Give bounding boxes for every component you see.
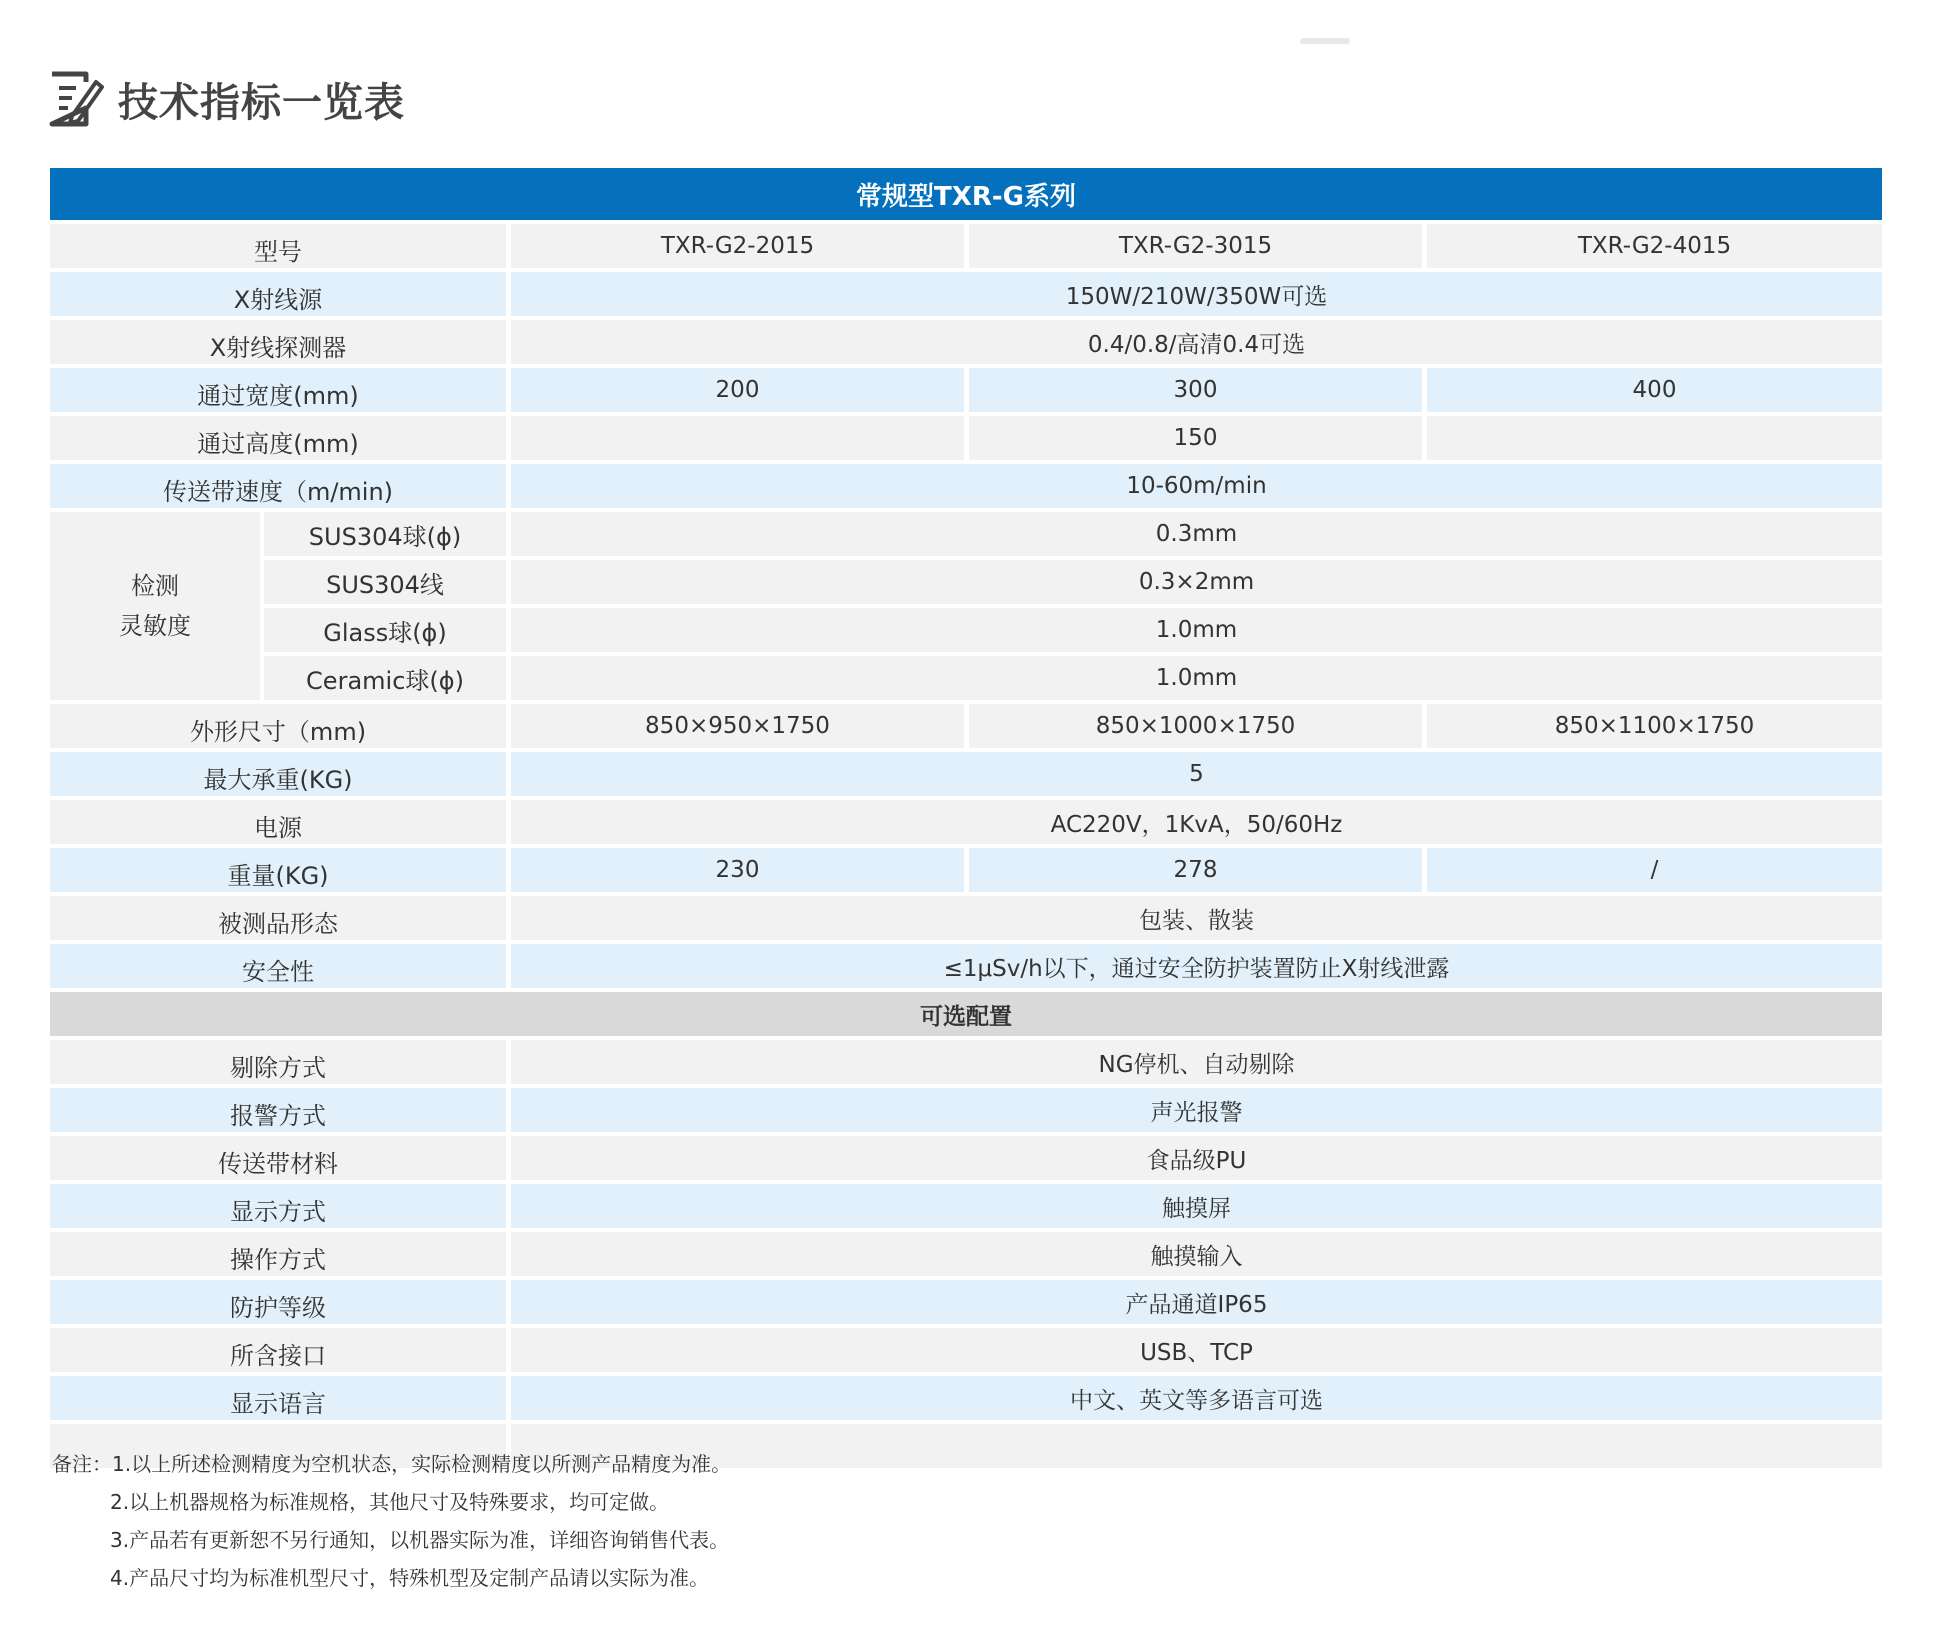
sensitivity-item-value: 0.3×2mm <box>511 560 1882 604</box>
optional-value: 产品通道IP65 <box>511 1280 1882 1324</box>
optional-value: NG停机、自动剔除 <box>511 1040 1882 1084</box>
dimensions-cell: 850×950×1750 <box>511 704 964 748</box>
optional-label: 报警方式 <box>50 1088 506 1132</box>
dimensions-cell: 850×1000×1750 <box>969 704 1422 748</box>
optional-value: 食品级PU <box>511 1136 1882 1180</box>
weight-cell: 230 <box>511 848 964 892</box>
pass-width-cell: 400 <box>1427 368 1882 412</box>
optional-value: 触摸屏 <box>511 1184 1882 1228</box>
sensitivity-group-label <box>50 512 260 700</box>
pass-height-empty-cell <box>1427 416 1882 460</box>
document-edit-icon <box>46 68 104 130</box>
row-label-belt-speed: 传送带速度（m/min) <box>50 464 506 508</box>
optional-label: 剔除方式 <box>50 1040 506 1084</box>
note-line: 3.产品若有更新恕不另行通知，以机器实际为准，详细咨询销售代表。 <box>110 1528 730 1552</box>
optional-value: 声光报警 <box>511 1088 1882 1132</box>
max-load-value: 5 <box>511 752 1882 796</box>
optional-value: 中文、英文等多语言可选 <box>511 1376 1882 1420</box>
section-heading <box>46 68 405 130</box>
sensitivity-item-label: SUS304线 <box>264 560 506 604</box>
sensitivity-item-label: SUS304球(ϕ) <box>264 512 506 556</box>
pass-width-cell: 200 <box>511 368 964 412</box>
sensitivity-item-value: 0.3mm <box>511 512 1882 556</box>
row-label-pass-height: 通过高度(mm) <box>50 416 506 460</box>
row-label-product-form: 被测品形态 <box>50 896 506 940</box>
model-cell: TXR-G2-3015 <box>969 224 1422 268</box>
sensitivity-item-value: 1.0mm <box>511 608 1882 652</box>
optional-label: 防护等级 <box>50 1280 506 1324</box>
optional-label: 显示方式 <box>50 1184 506 1228</box>
sensitivity-label-line2: 灵敏度 <box>119 612 191 640</box>
safety-value: ≤1μSv/h以下，通过安全防护装置防止X射线泄露 <box>511 944 1882 988</box>
row-label-pass-width: 通过宽度(mm) <box>50 368 506 412</box>
sensitivity-item-label: Ceramic球(ϕ) <box>264 656 506 700</box>
row-label-weight: 重量(KG) <box>50 848 506 892</box>
row-label-safety: 安全性 <box>50 944 506 988</box>
decorative-mark <box>1300 38 1350 44</box>
optional-label: 操作方式 <box>50 1232 506 1276</box>
pass-width-cell: 300 <box>969 368 1422 412</box>
sensitivity-item-label: Glass球(ϕ) <box>264 608 506 652</box>
belt-speed-value: 10-60m/min <box>511 464 1882 508</box>
row-label-detector: X射线探测器 <box>50 320 506 364</box>
note-line: 备注：1.以上所述检测精度为空机状态，实际检测精度以所测产品精度为准。 <box>52 1452 732 1476</box>
row-label-model: 型号 <box>50 224 506 268</box>
optional-config-title: 可选配置 <box>920 1003 1012 1030</box>
row-label-max-load: 最大承重(KG) <box>50 752 506 796</box>
sensitivity-item-value: 1.0mm <box>511 656 1882 700</box>
optional-label: 传送带材料 <box>50 1136 506 1180</box>
series-title-bar <box>50 168 1882 220</box>
optional-config-bar <box>50 992 1882 1036</box>
page-title: 技术指标一览表 <box>118 79 405 126</box>
weight-cell: / <box>1427 848 1882 892</box>
optional-value: 触摸输入 <box>511 1232 1882 1276</box>
optional-value: USB、TCP <box>511 1328 1882 1372</box>
pass-height-empty-cell <box>511 416 964 460</box>
dimensions-cell: 850×1100×1750 <box>1427 704 1882 748</box>
product-form-value: 包装、散装 <box>511 896 1882 940</box>
pass-height-value: 150 <box>969 416 1422 460</box>
row-label-xray-source: X射线源 <box>50 272 506 316</box>
row-label-dimensions: 外形尺寸（mm) <box>50 704 506 748</box>
detector-value: 0.4/0.8/高清0.4可选 <box>511 320 1882 364</box>
note-line: 2.以上机器规格为标准规格，其他尺寸及特殊要求，均可定做。 <box>110 1490 670 1514</box>
note-line: 4.产品尺寸均为标准机型尺寸，特殊机型及定制产品请以实际为准。 <box>110 1566 710 1590</box>
weight-cell: 278 <box>969 848 1422 892</box>
power-value: AC220V，1KvA，50/60Hz <box>511 800 1882 844</box>
model-cell: TXR-G2-4015 <box>1427 224 1882 268</box>
series-title: 常规型TXR-G系列 <box>856 181 1076 212</box>
sensitivity-label-line1: 检测 <box>131 572 179 600</box>
xray-source-value: 150W/210W/350W可选 <box>511 272 1882 316</box>
optional-label: 显示语言 <box>50 1376 506 1420</box>
model-cell: TXR-G2-2015 <box>511 224 964 268</box>
optional-label: 所含接口 <box>50 1328 506 1372</box>
row-label-power: 电源 <box>50 800 506 844</box>
